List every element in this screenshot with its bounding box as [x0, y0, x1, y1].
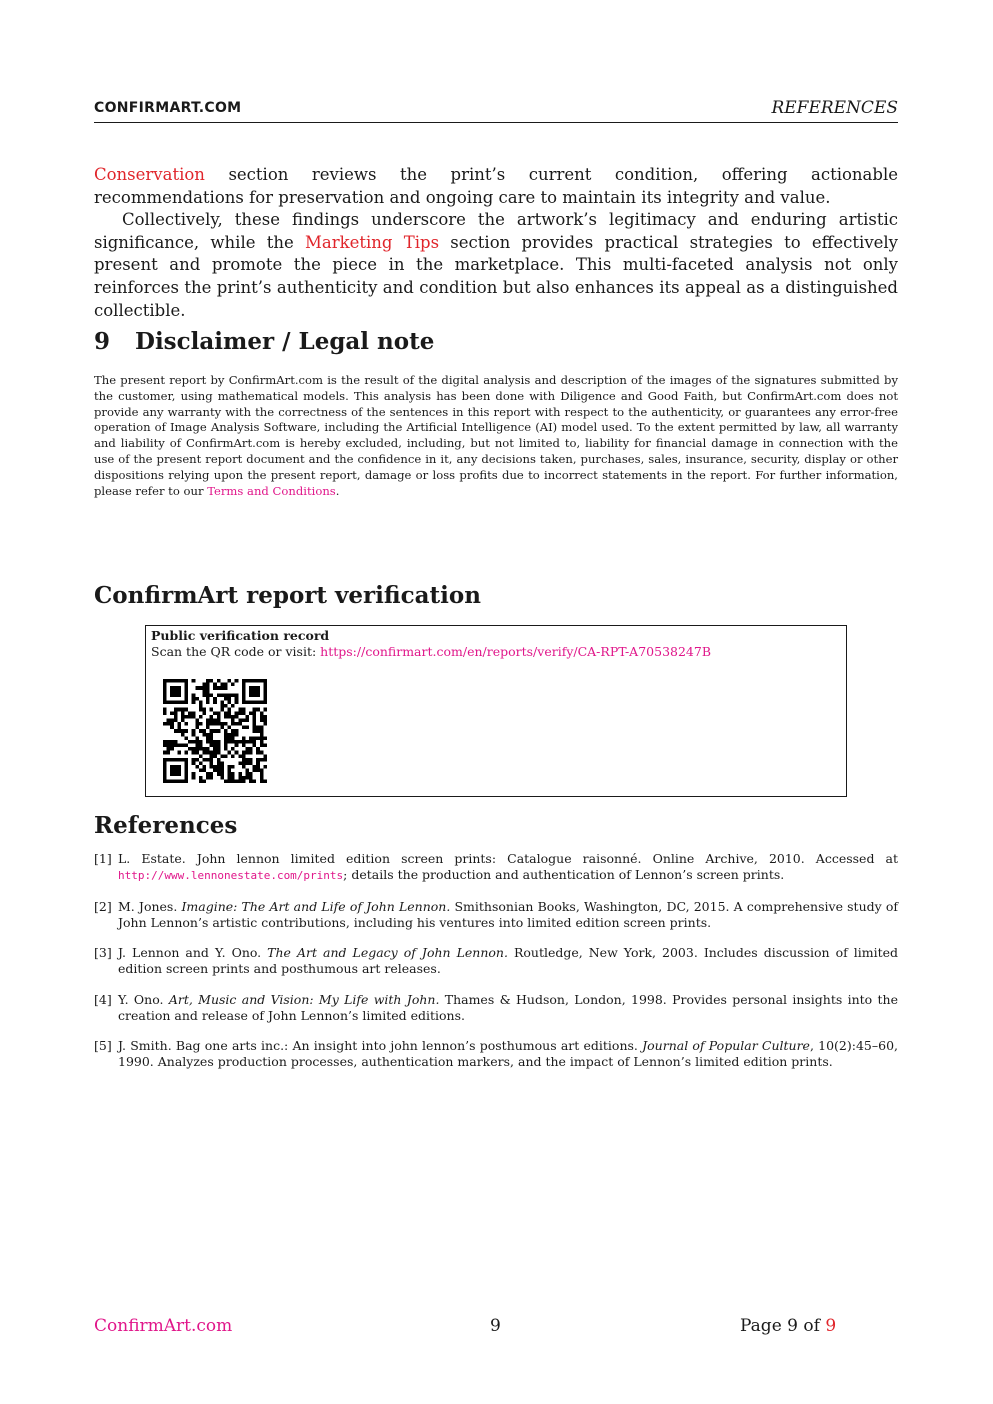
disclaimer-end: . [335, 483, 340, 498]
reference-text: ; details the production and authentication of Lennon’s screen prints. [343, 867, 785, 882]
verification-box [145, 625, 847, 797]
qr-code [163, 679, 267, 783]
running-head: REFERENCES [771, 98, 898, 118]
section-number: 9 [94, 328, 111, 355]
verification-heading: ConfirmArt report verification [94, 582, 481, 609]
total-pages-link[interactable]: 9 [825, 1316, 837, 1336]
conservation-link[interactable]: Conservation [94, 165, 205, 184]
reference-number: [4] [94, 991, 112, 1007]
section-title: Disclaimer / Legal note [135, 328, 435, 355]
page-header [94, 98, 898, 123]
verification-box-title: Public verification record [151, 628, 330, 643]
reference-text: L. Estate. John lennon limited edition screen prints: Catalogue raisonné. Online Archive, 2010. Accessed at [118, 851, 898, 866]
reference-author: M. Jones. [118, 898, 182, 914]
reference-title: The Art and Legacy of John Lennon. [267, 945, 508, 961]
reference-title: Imagine: The Art and Life of John Lennon. [181, 898, 451, 914]
reference-text: Smithsonian Books, Washington, DC, 2015. A comprehensive study of John Lennon’s artistic contributions, including his ventures into limited edition screen prints. [118, 898, 899, 930]
paragraph-text: Collectively, these findings underscore the artwork’s legitimacy and enduring artistic significance, while the [94, 210, 898, 252]
reference-item [94, 945, 898, 977]
reference-item [94, 1038, 898, 1070]
verification-line [151, 644, 711, 659]
confirmart-logo: CONFIRMART.COM [94, 100, 242, 116]
reference-text: , 10(2):45–60, 1990. Analyzes production processes, authentication markers, and the impact of Lennon’s limited edition prints. [118, 1038, 898, 1070]
verification-url-link[interactable]: https://confirmart.com/en/reports/verify/CA-RPT-A70538247B [320, 644, 712, 659]
reference-title: Journal of Popular Culture [642, 1038, 810, 1054]
section-heading-disclaimer [94, 328, 434, 355]
body-text [94, 164, 898, 322]
footer-page-number: 9 [490, 1316, 501, 1336]
references-list [94, 851, 898, 1085]
footer-page-count [740, 1316, 836, 1336]
reference-item [94, 992, 898, 1024]
reference-text: Routledge, New York, 2003. Includes discussion of limited edition screen prints and posthumous art releases. [118, 945, 899, 977]
paragraph-text: section provides practical strategies to effectively present and promote the piece in the marketplace. This multi-faceted analysis not only reinforces the print’s authenticity and condition but also enhances its appeal as a distinguished collectible. [94, 232, 898, 320]
reference-url-link[interactable]: http://www.lennonestate.com/prints [118, 869, 344, 882]
footer-site-link[interactable]: ConfirmArt.com [94, 1316, 233, 1336]
reference-number: [5] [94, 1038, 112, 1054]
reference-number: [3] [94, 945, 112, 961]
reference-number: [2] [94, 898, 112, 914]
reference-text: Thames & Hudson, London, 1998. Provides personal insights into the creation and release of John Lennon’s limited editions. [118, 991, 899, 1023]
reference-author: J. Smith. Bag one arts inc.: An insight into john lennon’s posthumous art editions. [118, 1038, 643, 1054]
references-heading: References [94, 812, 238, 839]
disclaimer-body: The present report by ConfirmArt.com is the result of the digital analysis and description of the images of the signatures submitted by the customer, using mathematical models. This analysis has been done with Diligence and Good Faith, but ConfirmArt.com does not provide any warranty with the correctness of the sentences in this report with respect to the authenticity, or guarantees any error-free operation of Image Analysis Software, including the Artificial Intelligence (AI) model used. To the extent permitted by law, all warranty and liability of ConfirmArt.com is hereby excluded, including, but not limited to, liability for financial damage in connection with the use of the present report document and the confidence in it, any decisions taken, purchases, sales, insurance, security, display or other dispositions relying upon the present report, damage or loss profits due to incorrect statements in the report. For further information, please refer to our [94, 373, 898, 498]
reference-number: [1] [94, 851, 112, 866]
reference-item [94, 899, 898, 931]
reference-author: Y. Ono. [118, 991, 169, 1007]
reference-title: Art, Music and Vision: My Life with John. [168, 991, 440, 1007]
paragraph-text: section reviews the print’s current condition, offering actionable recommendations for preservation and ongoing care to maintain its integrity and value. [94, 165, 898, 207]
reference-author: J. Lennon and Y. Ono. [118, 945, 268, 961]
reference-item [94, 851, 898, 884]
scan-text: Scan the QR code or visit: [151, 644, 321, 659]
disclaimer-text [94, 373, 898, 499]
terms-link[interactable]: Terms and Conditions [207, 483, 336, 498]
paragraph-summary [94, 209, 898, 322]
paragraph-conservation [94, 164, 898, 209]
page-label: Page 9 of [740, 1316, 826, 1336]
marketing-tips-link[interactable]: Marketing Tips [305, 232, 440, 252]
